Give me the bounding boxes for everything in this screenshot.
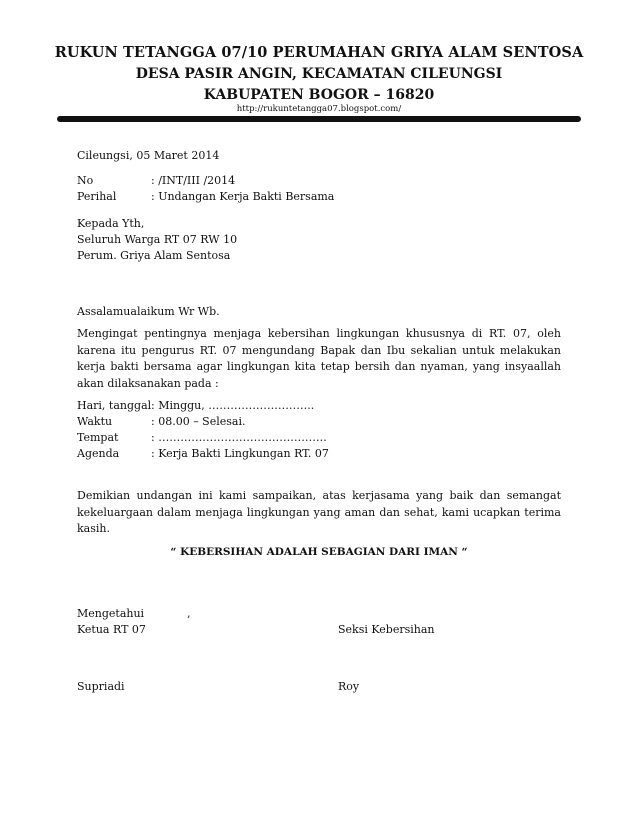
header-rule bbox=[57, 116, 581, 122]
number-value: : /INT/III /2014 bbox=[151, 174, 236, 187]
schedule-value: : Kerja Bakti Lingkungan RT. 07 bbox=[151, 447, 329, 460]
subject-value: : Undangan Kerja Bakti Bersama bbox=[151, 190, 335, 203]
motto: “ KEBERSIHAN ADALAH SEBAGIAN DARI IMAN “ bbox=[170, 546, 468, 558]
recipient-line: Perum. Griya Alam Sentosa bbox=[77, 249, 231, 262]
schedule-value: : Minggu, ……………………….. bbox=[151, 399, 315, 412]
schedule-row bbox=[77, 398, 314, 414]
letter-subject-row bbox=[77, 189, 334, 205]
schedule-row bbox=[77, 414, 245, 430]
schedule-row bbox=[77, 446, 329, 462]
schedule-value: : 08.00 – Selesai. bbox=[151, 415, 246, 428]
left-signatory-name: Supriadi bbox=[77, 680, 125, 693]
right-signatory-name: Roy bbox=[338, 680, 360, 693]
recipient-line: Seluruh Warga RT 07 RW 10 bbox=[77, 233, 238, 246]
acknowledgement-label: Mengetahui bbox=[77, 607, 145, 620]
recipient-line: Kepada Yth, bbox=[77, 217, 145, 230]
schedule-value: : ………………………………………. bbox=[151, 431, 327, 444]
header-line-2: DESA PASIR ANGIN, KECAMATAN CILEUNGSI bbox=[135, 66, 503, 82]
letter-date: Cileungsi, 05 Maret 2014 bbox=[77, 149, 220, 162]
subject-label: Perihal bbox=[77, 190, 117, 203]
header-url[interactable]: http://rukuntetangga07.blogspot.com/ bbox=[236, 104, 402, 114]
header-line-1: RUKUN TETANGGA 07/10 PERUMAHAN GRIYA ALAM SENTOSA bbox=[54, 44, 584, 61]
left-signatory-title: Ketua RT 07 bbox=[77, 623, 146, 636]
schedule-label: Hari, tanggal bbox=[77, 399, 152, 412]
body-paragraph-2: Demikian undangan ini kami sampaikan, atas kerjasama yang baik dan semangat kekeluargaan dalam menjaga lingkungan yang aman dan sehat, kami ucapkan terima kasih. bbox=[77, 489, 561, 535]
header-line-3: KABUPATEN BOGOR – 16820 bbox=[203, 87, 435, 103]
schedule-label: Waktu bbox=[77, 415, 113, 428]
schedule-label: Tempat bbox=[77, 431, 119, 444]
right-signatory-title: Seksi Kebersihan bbox=[338, 623, 435, 636]
schedule-row bbox=[77, 430, 327, 446]
letter-number-row bbox=[77, 173, 235, 189]
body-paragraph-1: Mengingat pentingnya menjaga kebersihan lingkungan khususnya di RT. 07, oleh karena itu pengurus RT. 07 mengundang Bapak dan Ibu sekalian untuk melakukan kerja bakti bersama agar lingkungan kita tetap bersih dan nyaman, yang insyaallah akan dilaksanakan pada : bbox=[77, 327, 561, 390]
schedule-label: Agenda bbox=[77, 447, 120, 460]
acknowledgement-comma: , bbox=[187, 607, 191, 620]
number-label: No bbox=[77, 174, 94, 187]
greeting: Assalamualaikum Wr Wb. bbox=[77, 305, 220, 318]
